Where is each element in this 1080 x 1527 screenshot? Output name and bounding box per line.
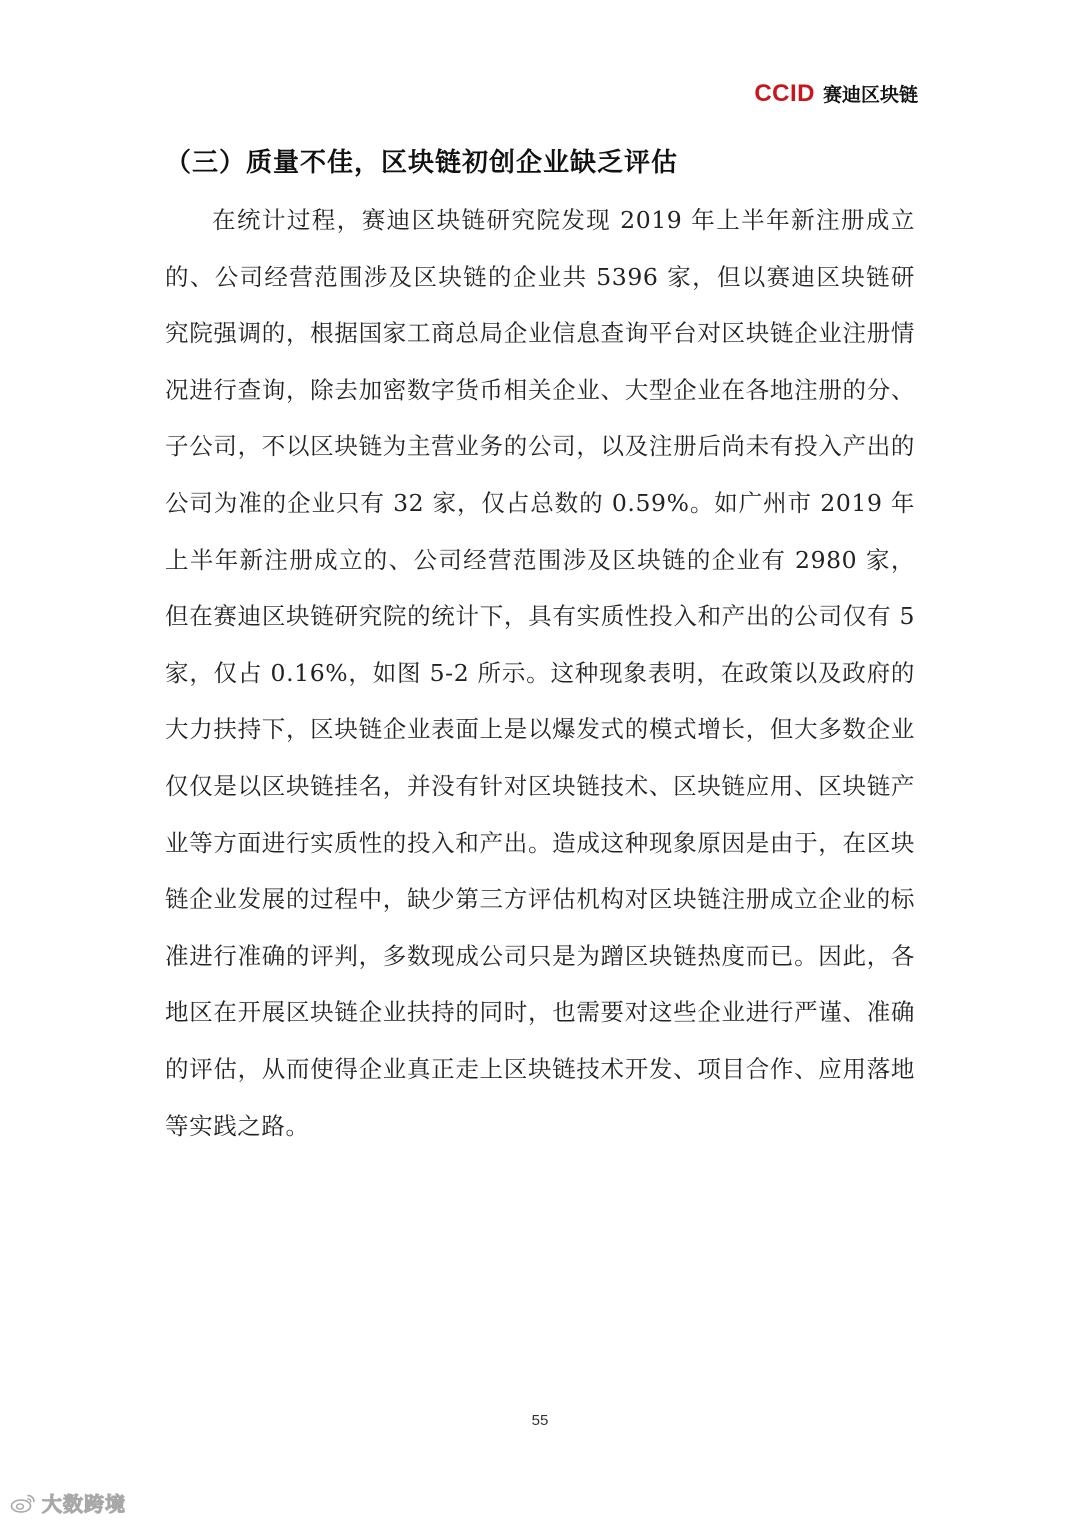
header-brand (754, 80, 918, 108)
page-number: 55 (531, 1412, 549, 1429)
watermark (10, 1488, 126, 1517)
body-paragraph: 在统计过程，赛迪区块链研究院发现 2019 年上半年新注册成立的、公司经营范围涉及区块链的企业共 5396 家，但以赛迪区块链研究院强调的，根据国家工商总局企业信息查询平台对区块链企业注册情况进行查询，除去加密数字货币相关企业、大型企业在各地注册的分、子公司，不以区块链为主营业务的公司，以及注册后尚未有投入产出的公司为准的企业只有 32 家，仅占总数的 0.59%。如广州市 2019 年上半年新注册成立的、公司经营范围涉及区块链的企业有 2980 家，但在赛迪区块链研究院的统计下，具有实质性投入和产出的公司仅有 5 家，仅占 0.16%，如图 5-2 所示。这种现象表明，在政策以及政府的大力扶持下，区块链企业表面上是以爆发式的模式增长，但大多数企业仅仅是以区块链挂名，并没有针对区块链技术、区块链应用、区块链产业等方面进行实质性的投入和产出。造成这种现象原因是由于，在区块链企业发展的过程中，缺少第三方评估机构对区块链注册成立企业的标准进行准确的评判，多数现成公司只是为蹭区块链热度而已。因此，各地区在开展区块链企业扶持的同时，也需要对这些企业进行严谨、准确的评估，从而使得企业真正走上区块链技术开发、项目合作、应用落地等实践之路。 (165, 206, 915, 1140)
weibo-icon (10, 1493, 36, 1513)
brand-name: 赛迪区块链 (822, 84, 918, 106)
brand-logo: CCID (754, 80, 815, 107)
watermark-text: 大数跨境 (42, 1492, 126, 1516)
section-heading: （三）质量不佳，区块链初创企业缺乏评估 (165, 148, 679, 178)
